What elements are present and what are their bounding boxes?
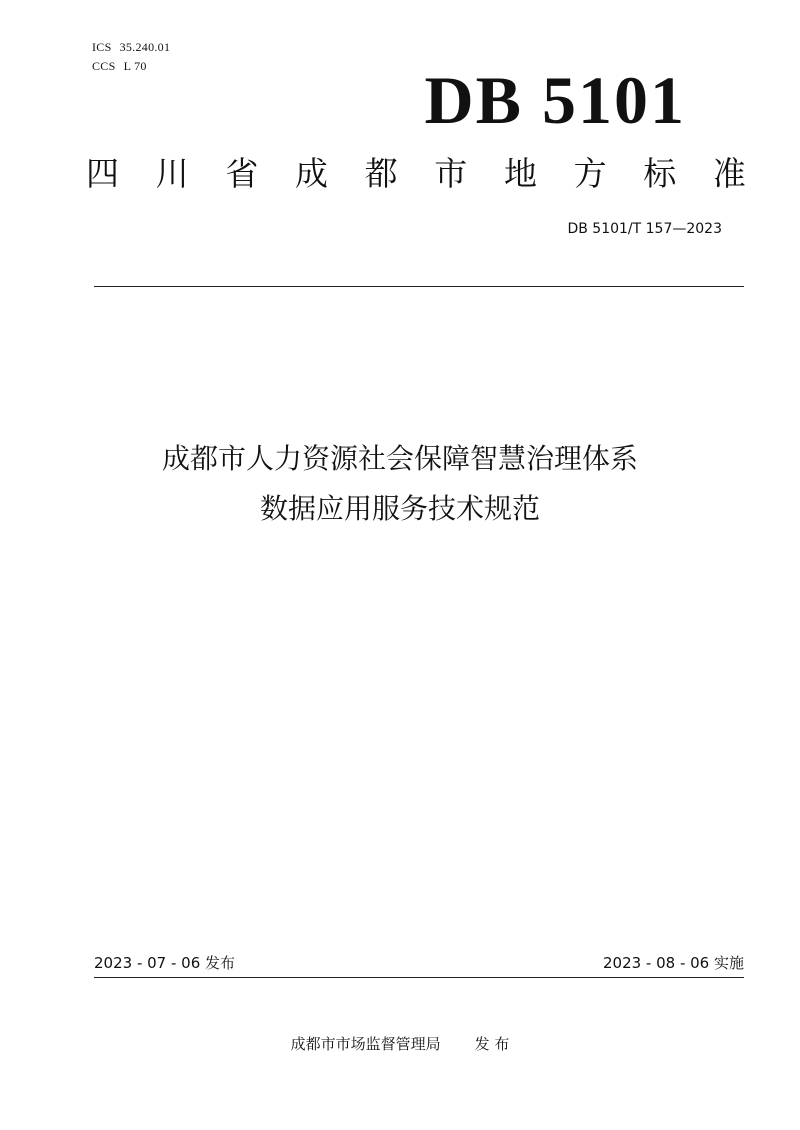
classification-codes xyxy=(92,38,170,76)
ics-code: 35.240.01 xyxy=(119,40,171,54)
title-line-2: 数据应用服务技术规范 xyxy=(259,492,540,525)
category-char: 方 xyxy=(573,154,607,193)
issuing-authority: 成都市市场监督管理局 xyxy=(290,1035,441,1053)
category-char: 川 xyxy=(155,154,189,193)
footer-divider xyxy=(94,977,744,978)
ccs-row xyxy=(92,57,170,76)
standard-number: DB 5101/T 157—2023 xyxy=(567,221,722,237)
date-row xyxy=(94,953,744,973)
category-char: 四 xyxy=(86,154,119,193)
header-divider xyxy=(94,286,744,287)
category-char: 都 xyxy=(364,154,398,193)
ccs-label: CCS xyxy=(92,59,116,73)
title-line-1: 成都市人力资源社会保障智慧治理体系 xyxy=(161,442,638,475)
category-char: 准 xyxy=(712,154,746,193)
category-char: 地 xyxy=(503,154,537,193)
implementation-date: 2023 - 08 - 06 实施 xyxy=(602,954,744,972)
standard-category xyxy=(86,152,746,196)
category-char: 省 xyxy=(225,154,259,193)
ics-label: ICS xyxy=(92,40,112,54)
standard-mark: DB 5101 xyxy=(424,62,686,138)
document-title xyxy=(0,434,800,534)
category-char: 成 xyxy=(294,154,328,193)
issue-action: 发 布 xyxy=(474,1035,510,1053)
release-date: 2023 - 07 - 06 发布 xyxy=(94,954,236,972)
category-char: 标 xyxy=(643,154,677,193)
category-char: 市 xyxy=(434,154,468,193)
ccs-code: L 70 xyxy=(123,59,147,73)
issuer xyxy=(0,1033,800,1055)
ics-row xyxy=(92,38,170,57)
